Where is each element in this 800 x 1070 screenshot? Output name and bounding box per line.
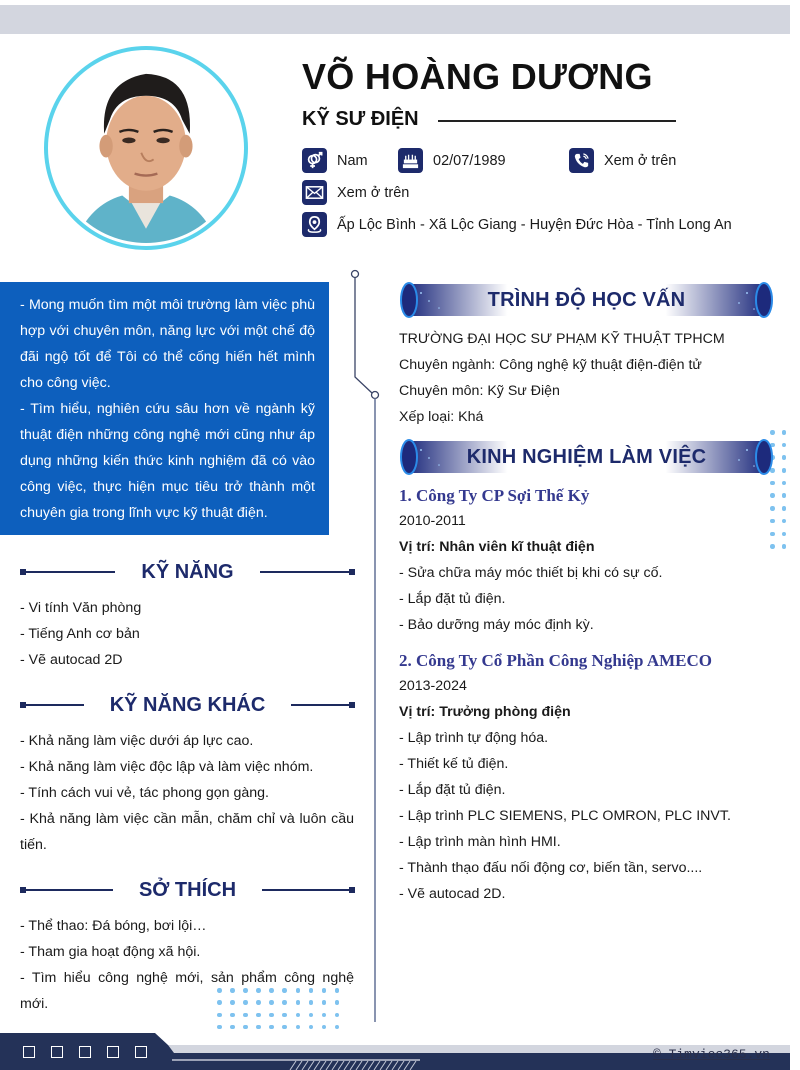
job-position: Vị trí: Nhân viên kĩ thuật điện xyxy=(399,539,595,555)
career-objective xyxy=(0,282,329,535)
major: Chuyên ngành: Công nghệ kỹ thuật điện-điện tử xyxy=(399,357,702,373)
title-divider xyxy=(438,120,676,122)
list-item: - Tính cách vui vẻ, tác phong gọn gàng. xyxy=(20,785,269,801)
education-details xyxy=(399,326,779,430)
job-task: - Vẽ autocad 2D. xyxy=(399,886,506,902)
gender-icon xyxy=(302,148,327,173)
other-skills-heading xyxy=(20,690,355,720)
hobbies-list xyxy=(20,913,354,1017)
footer xyxy=(0,1033,800,1070)
experience-title: KINH NGHIỆM LÀM VIỆC xyxy=(466,446,707,468)
hobbies-title: SỞ THÍCH xyxy=(138,878,237,901)
job-task: - Lập trình PLC SIEMENS, PLC OMRON, PLC INVT. xyxy=(399,808,731,824)
birthday-value: 02/07/1989 xyxy=(433,152,506,169)
contact-gender xyxy=(302,148,368,173)
company-name: 1. Công Ty CP Sợi Thế Kỷ xyxy=(399,486,590,505)
job-task: - Lắp đặt tủ điện. xyxy=(399,591,506,607)
candidate-name: VÕ HOÀNG DƯƠNG xyxy=(302,56,653,97)
job-task: - Sửa chữa máy móc thiết bị khi có sự cố. xyxy=(399,565,663,581)
list-item: - Vẽ autocad 2D xyxy=(20,652,123,668)
job-entry-1 xyxy=(399,484,779,638)
skills-heading xyxy=(20,557,355,587)
envelope-icon xyxy=(302,180,327,205)
address-value: Ấp Lộc Bình - Xã Lộc Giang - Huyện Đức Hòa - Tỉnh Long An xyxy=(337,216,732,233)
objective-paragraph: - Tìm hiểu, nghiên cứu sâu hơn về ngành kỹ thuật điện những công nghệ mới cũng như áp dụng những kiến thức kinh nghiệm đã có vào công việc, thực hiện mục tiêu trở thành một chuyên gia trong lĩnh vực kỹ thuật điện. xyxy=(20,401,315,521)
list-item: - Khả năng làm việc dưới áp lực cao. xyxy=(20,733,254,749)
other-skills-list xyxy=(20,728,354,858)
job-title: KỸ SƯ ĐIỆN xyxy=(302,108,419,130)
job-task: - Lắp đặt tủ điện. xyxy=(399,782,506,798)
contact-email xyxy=(302,180,409,205)
skills-list xyxy=(20,595,354,673)
job-position: Vị trí: Trưởng phòng điện xyxy=(399,704,571,720)
top-decorative-bar xyxy=(0,5,790,34)
skills-title: KỸ NĂNG xyxy=(141,560,234,583)
list-item: - Vi tính Văn phòng xyxy=(20,600,142,616)
grade: Xếp loại: Khá xyxy=(399,409,484,425)
experience-banner xyxy=(399,438,774,476)
job-task: - Thiết kế tủ điện. xyxy=(399,756,509,772)
contact-address xyxy=(302,212,732,237)
contact-birthday xyxy=(398,148,506,173)
list-item: - Tham gia hoạt động xã hội. xyxy=(20,944,201,960)
other-skills-title: KỸ NĂNG KHÁC xyxy=(109,693,266,716)
list-item: - Tìm hiểu công nghệ mới, sản phẩm công nghệ mới. xyxy=(20,970,354,1012)
objective-paragraph: - Mong muốn tìm một môi trường làm việc phù hợp với chuyên môn, năng lực với một chế độ đãi ngộ tốt để Tôi có thể cống hiến hết mình cho công việc. xyxy=(20,297,315,391)
job-task: - Bảo dưỡng máy móc định kỳ. xyxy=(399,617,594,633)
copyright-link[interactable]: © Timviec365.vn xyxy=(652,1047,770,1062)
location-pin-icon xyxy=(302,212,327,237)
specialty: Chuyên môn: Kỹ Sư Điện xyxy=(399,383,560,399)
profile-photo xyxy=(51,53,241,243)
gender-value: Nam xyxy=(337,152,368,169)
job-task: - Lập trình màn hình HMI. xyxy=(399,834,561,850)
birthday-cake-icon xyxy=(398,148,423,173)
job-task: - Lập trình tự động hóa. xyxy=(399,730,549,746)
list-item: - Thể thao: Đá bóng, bơi lội… xyxy=(20,918,207,934)
list-item: - Khả năng làm việc độc lập và làm việc nhóm. xyxy=(20,759,314,775)
email-value: Xem ở trên xyxy=(337,184,410,201)
education-banner xyxy=(399,281,774,319)
list-item: - Khả năng làm việc cần mẫn, chăm chỉ và luôn cầu tiến. xyxy=(20,811,354,853)
job-period: 2010-2011 xyxy=(399,513,466,529)
list-item: - Tiếng Anh cơ bản xyxy=(20,626,140,642)
job-period: 2013-2024 xyxy=(399,678,467,694)
school-name: TRƯỜNG ĐẠI HỌC SƯ PHẠM KỸ THUẬT TPHCM xyxy=(399,331,725,347)
contact-phone xyxy=(569,148,676,173)
avatar xyxy=(44,46,248,250)
phone-icon xyxy=(569,148,594,173)
hobbies-heading xyxy=(20,875,355,905)
company-name: 2. Công Ty Cổ Phần Công Nghiệp AMECO xyxy=(399,651,712,670)
footer-decorative-squares xyxy=(23,1046,147,1058)
phone-value: Xem ở trên xyxy=(604,152,677,169)
job-task: - Thành thạo đấu nối động cơ, biến tần, servo.... xyxy=(399,860,703,876)
education-title: TRÌNH ĐỘ HỌC VẤN xyxy=(487,289,686,311)
job-entry-2 xyxy=(399,649,779,907)
